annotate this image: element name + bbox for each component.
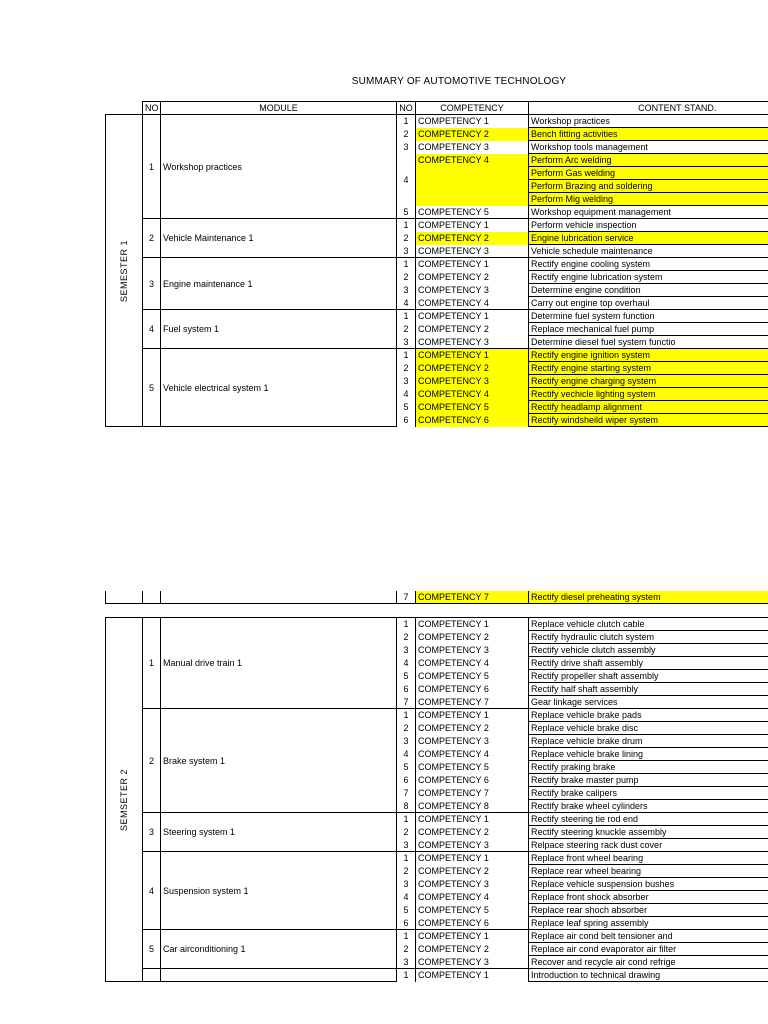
competency-name: COMPETENCY 6 (416, 774, 529, 787)
competency-number: 5 (397, 761, 416, 774)
competency-number: 2 (397, 271, 416, 284)
content-standard: Rectify hydraulic clutch system (529, 631, 768, 644)
table-row (106, 852, 768, 865)
content-standard: Rectify engine ignition system (529, 349, 768, 362)
competency-number: 1 (397, 969, 416, 982)
competency-name: COMPETENCY 3 (416, 839, 529, 852)
competency-number: 5 (397, 401, 416, 414)
header-blank (106, 102, 143, 115)
competency-number: 1 (397, 115, 416, 128)
table-row (106, 219, 768, 232)
competency-name: COMPETENCY 1 (416, 219, 529, 232)
content-standard: Recover and recycle air cond refrige (529, 956, 768, 969)
content-standard: Rectify windsheild wiper system (529, 414, 768, 427)
competency-number: 5 (397, 670, 416, 683)
competency-name: COMPETENCY 8 (416, 800, 529, 813)
competency-name: COMPETENCY 1 (416, 709, 529, 722)
competency-number: 8 (397, 800, 416, 813)
competency-number: 1 (397, 852, 416, 865)
semester-label (106, 618, 143, 982)
header-row (106, 102, 768, 115)
header-cno: NO (397, 102, 416, 115)
competency-number: 1 (397, 618, 416, 631)
content-standard: Replace vehicle brake drum (529, 735, 768, 748)
module-number (143, 969, 161, 982)
content-standard: Engine lubrication service (529, 232, 768, 245)
module-name: Fuel system 1 (161, 310, 397, 349)
competency-number: 3 (397, 878, 416, 891)
content-standard: Replace rear wheel bearing (529, 865, 768, 878)
semester-2-table (105, 617, 768, 983)
table-row (106, 930, 768, 943)
content-standard: Perform vehicle inspection (529, 219, 768, 232)
table-row (106, 310, 768, 323)
continuation-table (105, 591, 768, 607)
content-standard: Rectify brake master pump (529, 774, 768, 787)
content-standard: Workshop practices (529, 115, 768, 128)
competency-name: COMPETENCY 2 (416, 271, 529, 284)
competency-name: COMPETENCY 7 (416, 787, 529, 800)
competency-number: 3 (397, 284, 416, 297)
table-row (106, 969, 768, 982)
competency-number: 6 (397, 774, 416, 787)
competency-name: COMPETENCY 5 (416, 206, 529, 219)
content-standard: Replace rear shoch absorber (529, 904, 768, 917)
content-standard: Rectify vehicle clutch assembly (529, 644, 768, 657)
competency-grid (105, 591, 768, 604)
content-standard: Workshop tools management (529, 141, 768, 154)
competency-name: COMPETENCY 2 (416, 722, 529, 735)
competency-name: COMPETENCY 3 (416, 375, 529, 388)
competency-name: COMPETENCY 3 (416, 245, 529, 258)
content-standard: Carry out engine top overhaul (529, 297, 768, 310)
competency-name: COMPETENCY 2 (416, 232, 529, 245)
semester-label-text: SEMSETER 2 (119, 768, 129, 831)
content-standard: Replace vehicle brake lining (529, 748, 768, 761)
content-standard: Replace vehicle suspension bushes (529, 878, 768, 891)
competency-name: COMPETENCY 1 (416, 618, 529, 631)
competency-name: COMPETENCY 1 (416, 969, 529, 982)
competency-number: 1 (397, 813, 416, 826)
competency-name: COMPETENCY 3 (416, 141, 529, 154)
content-standard: Replace leaf spring assembly (529, 917, 768, 930)
competency-name: COMPETENCY 5 (416, 670, 529, 683)
competency-number: 4 (397, 388, 416, 401)
competency-number: 2 (397, 722, 416, 735)
competency-grid (105, 101, 768, 427)
competency-name: COMPETENCY 1 (416, 852, 529, 865)
competency-number: 4 (397, 657, 416, 670)
competency-number: 6 (397, 683, 416, 696)
content-standard: Rectify headlamp alignment (529, 401, 768, 414)
table-row (106, 813, 768, 826)
competency-name: COMPETENCY 6 (416, 917, 529, 930)
competency-number: 5 (397, 904, 416, 917)
competency-number: 1 (397, 709, 416, 722)
competency-number: 7 (397, 787, 416, 800)
table-row (106, 115, 768, 128)
module-name: Vehicle electrical system 1 (161, 349, 397, 427)
content-standard: Rectify drive shaft assembly (529, 657, 768, 670)
competency-number: 1 (397, 349, 416, 362)
module-name: Vehicle Maintenance 1 (161, 219, 397, 258)
content-standard: Determine diesel fuel system functio (529, 336, 768, 349)
content-standard: Rectify engine cooling system (529, 258, 768, 271)
module-number: 2 (143, 709, 161, 813)
table-row (106, 258, 768, 271)
module-name: Manual drive train 1 (161, 618, 397, 709)
competency-number: 7 (397, 591, 416, 604)
competency-name: COMPETENCY 4 (416, 657, 529, 670)
competency-name: COMPETENCY 4 (416, 388, 529, 401)
competency-name: COMPETENCY 4 (416, 297, 529, 310)
competency-number: 2 (397, 826, 416, 839)
competency-number: 3 (397, 644, 416, 657)
competency-name: COMPETENCY 7 (416, 696, 529, 709)
module-number: 4 (143, 310, 161, 349)
competency-name: COMPETENCY 4 (416, 748, 529, 761)
content-standard: Replace mechanical fuel pump (529, 323, 768, 336)
module-number: 3 (143, 258, 161, 310)
competency-name: COMPETENCY 3 (416, 644, 529, 657)
competency-name: COMPETENCY 5 (416, 761, 529, 774)
content-standard: Vehicle schedule maintenance (529, 245, 768, 258)
content-standard: Replace vehicle brake disc (529, 722, 768, 735)
module-number: 1 (143, 115, 161, 219)
competency-number: 3 (397, 735, 416, 748)
competency-name: COMPETENCY 1 (416, 813, 529, 826)
semester-label-text: SEMESTER 1 (119, 239, 129, 302)
semester-1-table (105, 101, 768, 429)
competency-number: 5 (397, 206, 416, 219)
header-content: CONTENT STAND. (529, 102, 768, 115)
content-standard: Rectify steering knuckle assembly (529, 826, 768, 839)
content-standard: Rectify half shaft assembly (529, 683, 768, 696)
header-module: MODULE (161, 102, 397, 115)
competency-number: 2 (397, 865, 416, 878)
competency-name: COMPETENCY 3 (416, 284, 529, 297)
module-number (143, 591, 161, 604)
semester-cell (106, 591, 143, 604)
module-number: 5 (143, 349, 161, 427)
content-standard: Replace vehicle clutch cable (529, 618, 768, 631)
content-standard: Rectify propeller shaft assembly (529, 670, 768, 683)
content-standard: Introduction to technical drawing (529, 969, 768, 982)
table-row (106, 591, 768, 604)
module-name: Workshop practices (161, 115, 397, 219)
competency-number: 3 (397, 375, 416, 388)
competency-number: 1 (397, 310, 416, 323)
module-name: Brake system 1 (161, 709, 397, 813)
module-name: Engine maintenance 1 (161, 258, 397, 310)
content-standard: Perform Arc welding (529, 154, 768, 167)
module-number: 3 (143, 813, 161, 852)
content-standard: Rectify vechicle lighting system (529, 388, 768, 401)
competency-number: 4 (397, 748, 416, 761)
content-standard: Rectify brake calipers (529, 787, 768, 800)
competency-number: 2 (397, 362, 416, 375)
competency-number: 4 (397, 891, 416, 904)
content-standard: Bench fitting activities (529, 128, 768, 141)
table-row (106, 709, 768, 722)
table-row (106, 618, 768, 631)
competency-name: COMPETENCY 3 (416, 878, 529, 891)
competency-name: COMPETENCY 2 (416, 943, 529, 956)
competency-number: 3 (397, 839, 416, 852)
competency-number: 2 (397, 631, 416, 644)
competency-name: COMPETENCY 1 (416, 930, 529, 943)
module-name: Suspension system 1 (161, 852, 397, 930)
header-no: NO (143, 102, 161, 115)
competency-number: 3 (397, 336, 416, 349)
content-standard: Rectify engine starting system (529, 362, 768, 375)
competency-number: 1 (397, 219, 416, 232)
competency-name: COMPETENCY 1 (416, 349, 529, 362)
content-standard: Replace vehicle brake pads (529, 709, 768, 722)
module-number: 2 (143, 219, 161, 258)
competency-name: COMPETENCY 4 (416, 154, 529, 206)
competency-name: COMPETENCY 6 (416, 414, 529, 427)
competency-number: 7 (397, 696, 416, 709)
competency-number: 2 (397, 943, 416, 956)
competency-name: COMPETENCY 2 (416, 362, 529, 375)
content-standard: Determine fuel system function (529, 310, 768, 323)
module-name (161, 969, 397, 982)
content-standard: Replace air cond evaporator air filter (529, 943, 768, 956)
content-standard: Replace front shock absorber (529, 891, 768, 904)
competency-name: COMPETENCY 1 (416, 310, 529, 323)
competency-number: 3 (397, 956, 416, 969)
competency-name: COMPETENCY 6 (416, 683, 529, 696)
content-standard: Gear linkage services (529, 696, 768, 709)
competency-number: 2 (397, 232, 416, 245)
content-standard: Determine engine condition (529, 284, 768, 297)
competency-name: COMPETENCY 7 (416, 591, 529, 604)
content-standard: Replace air cond belt tensioner and (529, 930, 768, 943)
module-number: 1 (143, 618, 161, 709)
competency-number: 1 (397, 258, 416, 271)
module-name: Car airconditioning 1 (161, 930, 397, 969)
content-standard: Perform Mig welding (529, 193, 768, 206)
competency-number: 6 (397, 414, 416, 427)
competency-name: COMPETENCY 5 (416, 401, 529, 414)
content-standard: Rectify steering tie rod end (529, 813, 768, 826)
competency-name: COMPETENCY 5 (416, 904, 529, 917)
content-standard: Rectify engine charging system (529, 375, 768, 388)
competency-number: 2 (397, 323, 416, 336)
content-standard: Rectify brake wheel cylinders (529, 800, 768, 813)
competency-name: COMPETENCY 2 (416, 865, 529, 878)
competency-name: COMPETENCY 2 (416, 631, 529, 644)
content-standard: Workshop equipment management (529, 206, 768, 219)
table-row (106, 349, 768, 362)
module-number: 5 (143, 930, 161, 969)
competency-number: 3 (397, 141, 416, 154)
competency-number: 3 (397, 245, 416, 258)
competency-name: COMPETENCY 2 (416, 128, 529, 141)
competency-number: 6 (397, 917, 416, 930)
module-name: Steering system 1 (161, 813, 397, 852)
competency-number: 4 (397, 154, 416, 206)
competency-name: COMPETENCY 1 (416, 258, 529, 271)
content-standard: Rectify praking brake (529, 761, 768, 774)
content-standard: Rectify engine lubrication system (529, 271, 768, 284)
module-number: 4 (143, 852, 161, 930)
content-standard: Perform Gas welding (529, 167, 768, 180)
header-competency: COMPETENCY (416, 102, 529, 115)
competency-name: COMPETENCY 4 (416, 891, 529, 904)
content-standard: Rectify diesel preheating system (529, 591, 768, 604)
content-standard: Replace front wheel bearing (529, 852, 768, 865)
competency-grid (105, 617, 768, 982)
page-title: SUMMARY OF AUTOMOTIVE TECHNOLOGY (351, 76, 567, 87)
competency-name: COMPETENCY 3 (416, 956, 529, 969)
module-name (161, 591, 397, 604)
competency-number: 1 (397, 930, 416, 943)
competency-name: COMPETENCY 1 (416, 115, 529, 128)
competency-number: 4 (397, 297, 416, 310)
semester-label (106, 115, 143, 427)
competency-name: COMPETENCY 2 (416, 826, 529, 839)
competency-number: 2 (397, 128, 416, 141)
competency-name: COMPETENCY 3 (416, 735, 529, 748)
competency-name: COMPETENCY 2 (416, 323, 529, 336)
competency-name: COMPETENCY 3 (416, 336, 529, 349)
content-standard: Perform Brazing and soldering (529, 180, 768, 193)
content-standard: Relpace steering rack dust cover (529, 839, 768, 852)
